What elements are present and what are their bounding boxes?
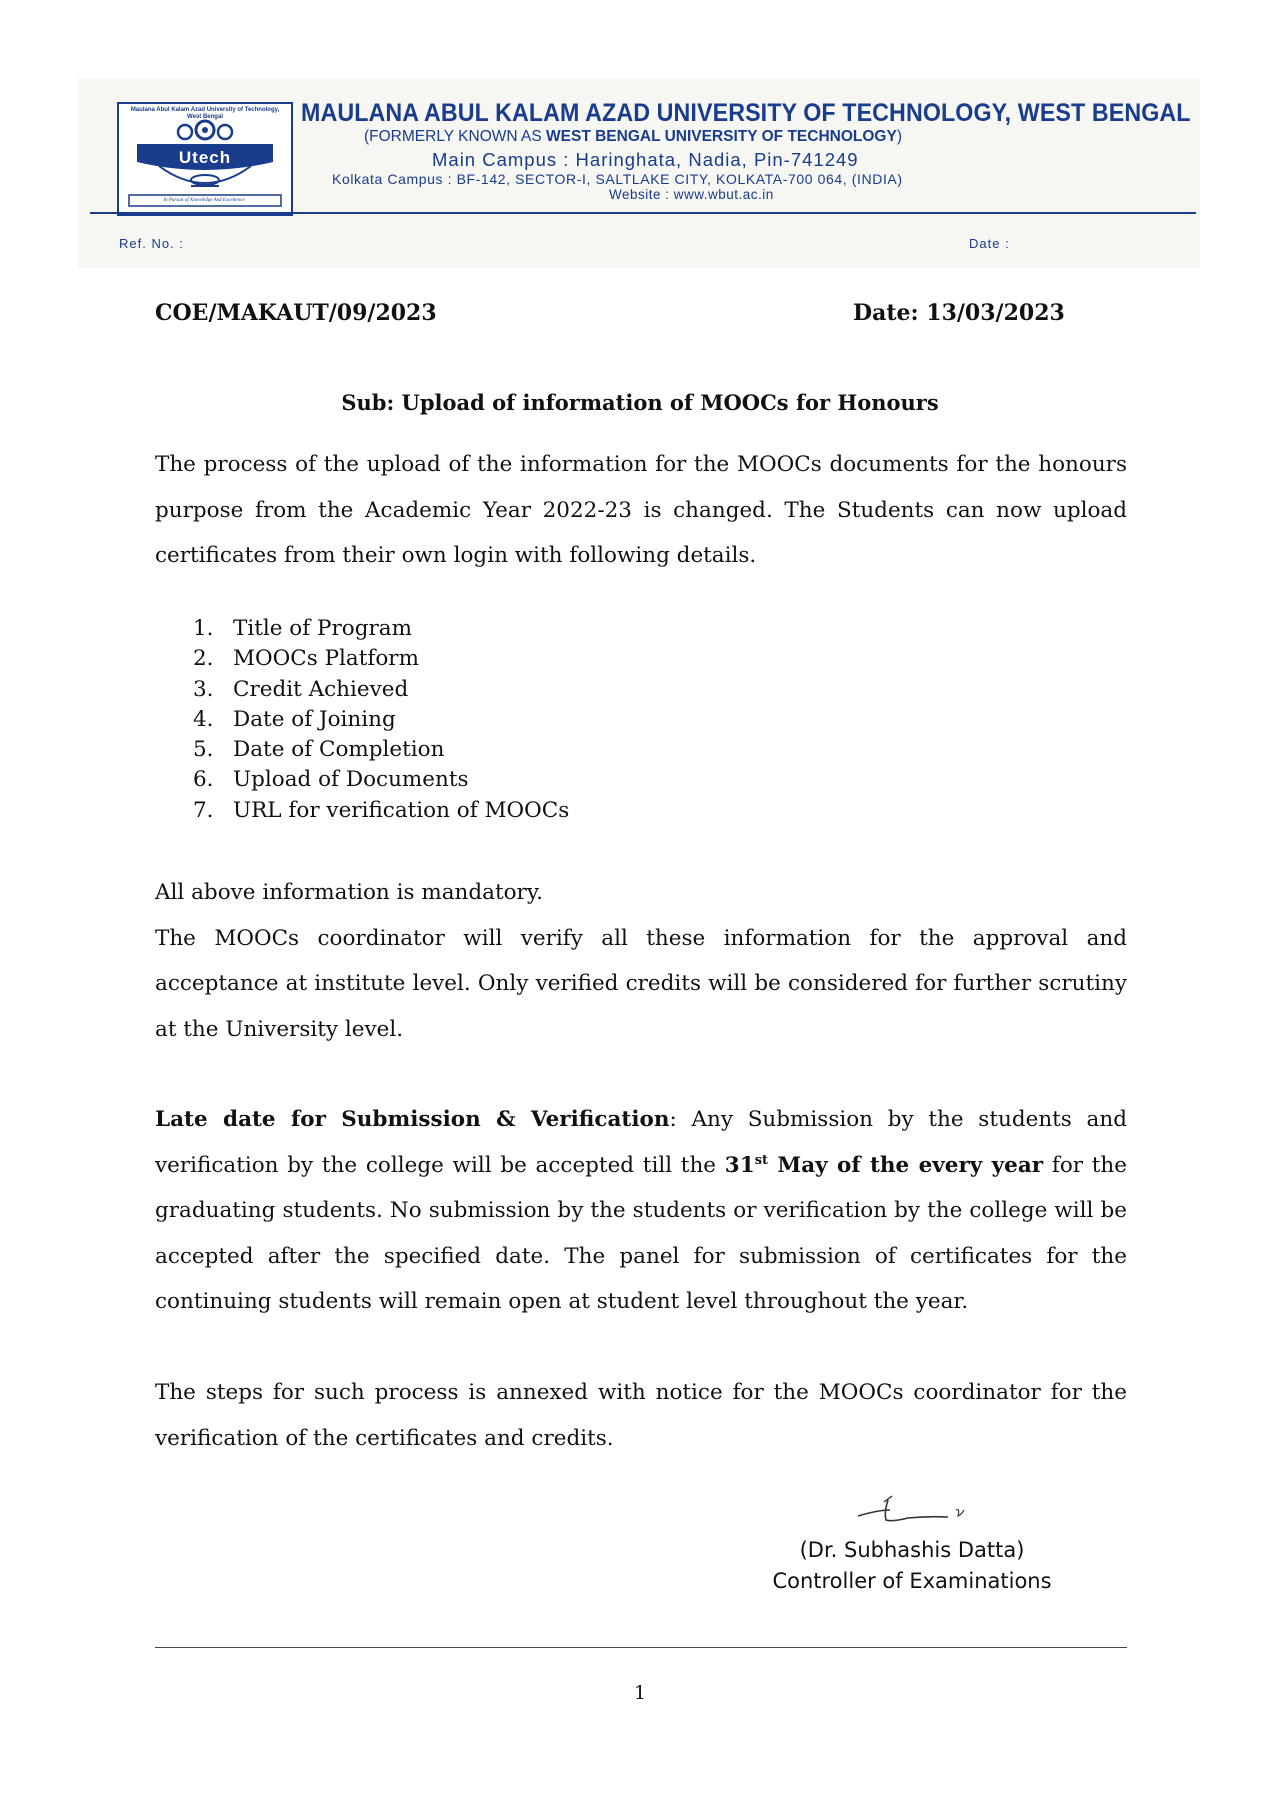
list-item [193,614,569,644]
deadline-rest: May of the every year [768,1152,1044,1178]
kolkata-campus-address: Kolkata Campus : BF-142, SECTOR-I, SALTLAKE CITY, KOLKATA-700 064, (INDIA) [332,171,903,187]
list-item-text: MOOCs Platform [233,646,419,672]
verification-note: The MOOCs coordinator will verify all these information for the approval and acceptance at institute level. Only verified credits will be considered for further scrutiny at the University level. [155,925,1127,1042]
main-campus-address: Main Campus : Haringhata, Nadia, Pin-741249 [432,149,859,170]
signatory-name: (Dr. Subhashis Datta) [799,1538,1025,1562]
list-item [193,675,569,705]
list-item [193,765,569,795]
logo-motto: In Pursuit of Knowledge And Excellence [163,198,245,203]
steps-paragraph: The steps for such process is annexed with notice for the MOOCs coordinator for the verification of the certificates and credits. [155,1380,1127,1451]
university-logo [117,102,293,216]
university-website: Website : www.wbut.ac.in [609,187,774,202]
list-item-text: Date of Joining [233,706,396,732]
list-item-number: 4. [193,706,214,732]
list-item-number: 5. [193,737,214,763]
list-item-text: URL for verification of MOOCs [233,797,570,823]
former-university-name: WEST BENGAL UNIVERSITY OF TECHNOLOGY [546,128,897,145]
logo-wordmark: Utech [178,148,232,167]
list-item-text: Title of Program [233,616,412,641]
former-name-prefix: (FORMERLY KNOWN AS [364,128,547,145]
list-item-number: 7. [193,797,214,823]
deadline-day: 31 [724,1152,755,1178]
list-item [193,796,569,826]
mandatory-note: All above information is mandatory. [155,880,543,905]
list-item-number: 6. [193,767,214,793]
list-item-number: 1. [193,616,214,641]
list-item-text: Credit Achieved [233,676,409,702]
list-item-number: 3. [193,676,214,702]
reference-number: COE/MAKAUT/09/2023 [155,300,437,326]
date-label: Date : [969,236,1010,251]
letterhead-divider [90,212,1196,214]
deadline-suffix: st [754,1152,769,1168]
list-item [193,735,569,765]
intro-paragraph: The process of the upload of the information for the MOOCs documents for the honours purpose from the Academic Year 2022-23 is changed. The Students can now upload certificates from their own login with following details. [155,452,1127,568]
former-name-line [364,128,902,146]
list-item-text: Upload of Documents [233,767,469,793]
signatory-title: Controller of Examinations [772,1569,1052,1593]
letter-date: Date: 13/03/2023 [853,300,1065,326]
list-item [193,644,569,674]
late-date-text-1: : Any Submission by the students and verification by the college will be accepted till the [155,1107,1127,1178]
mandatory-section [155,870,1127,1052]
requirements-list [193,614,569,826]
signature-icon [848,1490,978,1530]
logo-caption: Maulana Abul Kalam Azad University of Technology, West Bengal [130,107,280,120]
former-name-suffix: ) [896,128,902,145]
subject-line: Sub: Upload of information of MOOCs for Honours [341,390,939,415]
university-name: MAULANA ABUL KALAM AZAD UNIVERSITY OF TECHNOLOGY, WEST BENGAL [301,99,1191,127]
late-date-paragraph [155,1097,1127,1325]
list-item-number: 2. [193,646,214,672]
footer-divider [155,1647,1127,1648]
page-number: 1 [633,1682,647,1704]
list-item [193,705,569,735]
list-item-text: Date of Completion [233,737,445,763]
ref-no-label: Ref. No. : [119,236,184,251]
late-date-text-2: for the graduating students. No submission by the students or verification by the college will be accepted after the specified date. The panel for submission of certificates for the continuing students will remain open at student level throughout the year. [155,1152,1127,1314]
late-date-heading: Late date for Submission & Verification [155,1107,670,1132]
